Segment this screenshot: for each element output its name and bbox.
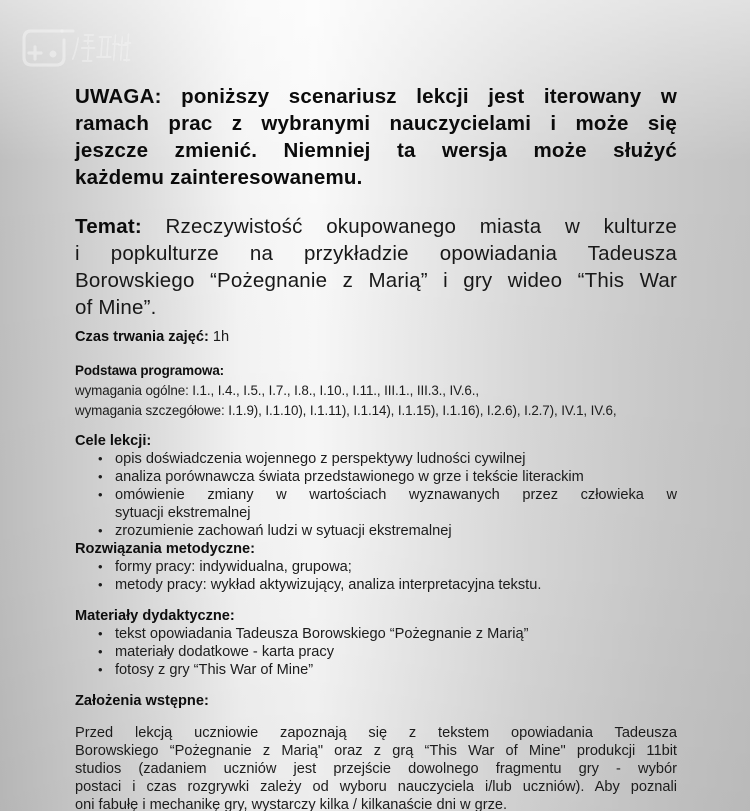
bullet-text (115, 468, 677, 486)
text-line: postaci i czas rozgrywki zależy od wyboru nauczyciela i/lub uczniów). Aby poznali (75, 779, 677, 795)
bullet-icon: • (98, 577, 103, 592)
topic-label: Temat: (75, 215, 142, 238)
text-line: analiza porównawcza świata przedstawionego w grze i tekście literackim (115, 469, 584, 485)
notice-paragraph (75, 83, 677, 191)
bullet-text (115, 625, 677, 643)
methods-section (75, 540, 677, 594)
text-line: sytuacji ekstremalnej (115, 505, 251, 521)
text-line: Przed lekcją uczniowie zapoznają się z tekstem opowiadania Tadeusza (75, 725, 677, 741)
materials-section (75, 607, 677, 679)
duration-line (75, 327, 677, 347)
text-line: Borowskiego “Pożegnanie z Marią” i gry wideo “This War (75, 269, 677, 292)
text-line: metody pracy: wykład aktywizujący, analiza interpretacyjna tekstu. (115, 577, 542, 593)
bullet-icon: • (98, 662, 103, 677)
text-line: UWAGA: poniższy scenariusz lekcji jest iterowany w (75, 85, 677, 108)
list-item (75, 576, 677, 594)
assumptions-heading: Założenia wstępne: (75, 693, 209, 709)
goals-heading: Cele lekcji: (75, 433, 152, 449)
text-line: i popkulturze na przykładzie opowiadania Tadeusza (75, 242, 677, 265)
curriculum-lines (75, 381, 677, 421)
text-line: of Mine”. (75, 296, 157, 319)
bullet-icon: • (98, 559, 103, 574)
text-line: każdemu zainteresowanemu. (75, 166, 363, 189)
materials-heading: Materiały dydaktyczne: (75, 608, 235, 624)
list-item (75, 522, 677, 540)
text-line: zrozumienie zachowań ludzi w sytuacji ekstremalnej (115, 523, 452, 539)
bullet-text (115, 643, 677, 661)
bullet-text (115, 522, 677, 540)
bullet-text (115, 558, 677, 576)
curriculum-section (75, 361, 677, 421)
assumptions-section (75, 692, 677, 710)
text-line: materiały dodatkowe - karta pracy (115, 644, 334, 660)
bullet-icon: • (98, 487, 103, 502)
bullet-text (115, 661, 677, 679)
text-line: omówienie zmiany w wartościach wyznawanych przez człowieka w (115, 487, 677, 503)
text-line: jeszcze zmienić. Niemniej ta wersja może służyć (75, 139, 677, 162)
list-item (75, 643, 677, 661)
curriculum-heading: Podstawa programowa: (75, 363, 225, 378)
text-line: fotosy z gry “This War of Mine” (115, 662, 314, 678)
intro-paragraph (75, 724, 677, 811)
text-line: oni fabułę i mechanikę gry, wystarczy kilka / kilkanaście dni w grze. (75, 797, 508, 811)
bullet-text (115, 486, 677, 522)
text-line: studios (zadaniem uczniów jest przejście dowolnego fragmentu gry - wybór (75, 761, 677, 777)
topic-lines (75, 240, 677, 321)
topic-paragraph (75, 213, 677, 321)
bullet-icon: • (98, 451, 103, 466)
materials-list (75, 625, 677, 679)
bullet-icon: • (98, 644, 103, 659)
bullet-icon: • (98, 523, 103, 538)
methods-list (75, 558, 677, 594)
list-item (75, 661, 677, 679)
text-line: opis doświadczenia wojennego z perspektywy ludności cywilnej (115, 451, 526, 467)
duration-value: 1h (208, 329, 230, 345)
goals-section (75, 432, 677, 540)
duration-label: Czas trwania zajęć: (75, 329, 209, 345)
bullet-text (115, 576, 677, 594)
text-line: wymagania szczegółowe: I.1.9), I.1.10), I.1.11), I.1.14), I.1.15), I.1.16), I.2.6), I.2.7), IV.1, IV.6, (75, 403, 617, 418)
list-item (75, 468, 677, 486)
text-line: tekst opowiadania Tadeusza Borowskiego “Pożegnanie z Marią” (115, 626, 529, 642)
bullet-icon: • (98, 626, 103, 641)
document-content (75, 0, 677, 811)
goals-list (75, 450, 677, 540)
text-line: wymagania ogólne: I.1., I.4., I.5., I.7., I.8., I.10., I.11., III.1., III.3., IV.6., (75, 383, 479, 398)
text-line (75, 213, 677, 240)
text-line: ramach prac z wybranymi nauczycielami i może się (75, 112, 677, 135)
list-item (75, 450, 677, 468)
text-line: formy pracy: indywidualna, grupowa; (115, 559, 352, 575)
bullet-icon: • (98, 469, 103, 484)
bullet-text (115, 450, 677, 468)
methods-heading: Rozwiązania metodyczne: (75, 541, 256, 557)
list-item (75, 625, 677, 643)
text-line: Borowskiego “Pożegnanie z Marią" oraz z grą “This War of Mine" produkcji 11bit (75, 743, 677, 759)
topic-first-line: Rzeczywistość okupowanego miasta w kulturze (141, 215, 677, 238)
list-item (75, 558, 677, 576)
list-item (75, 486, 677, 522)
